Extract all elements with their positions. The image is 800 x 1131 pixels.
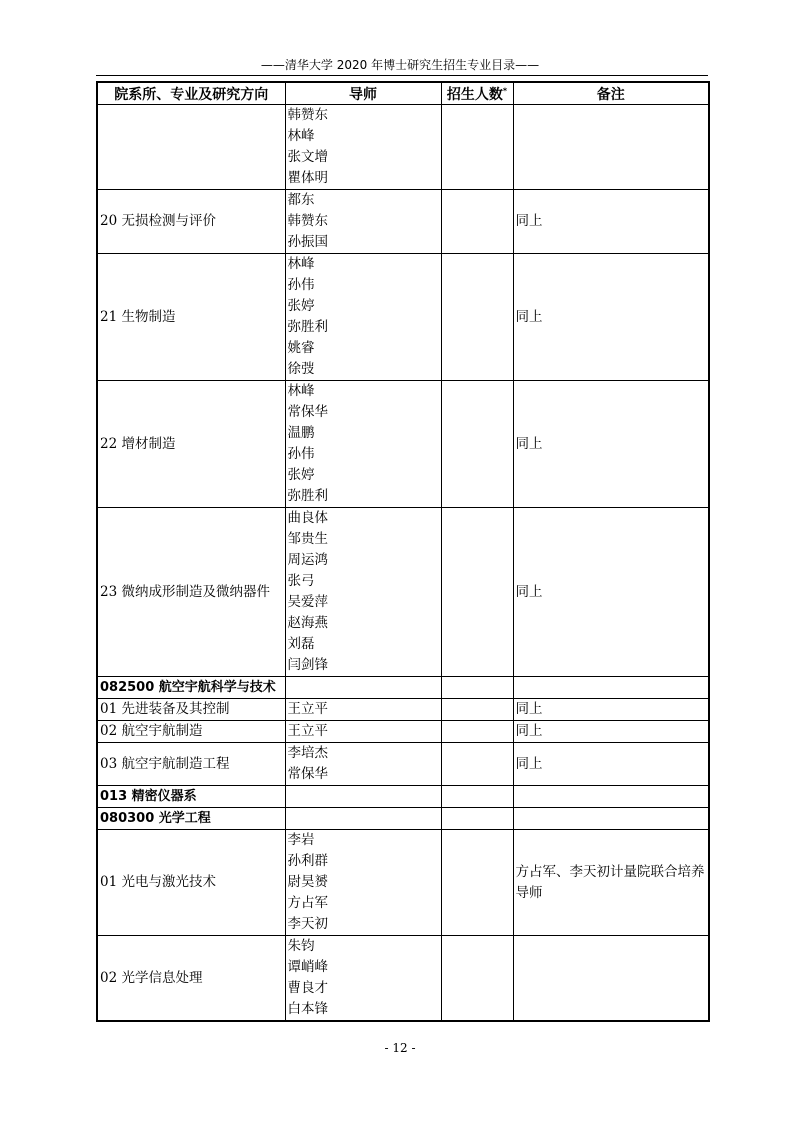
note-cell: 同上 [513, 743, 709, 786]
count-cell [441, 786, 513, 808]
advisor-name: 张婷 [287, 298, 315, 314]
advisor-name: 周运鸿 [287, 552, 328, 568]
advisor-cell [285, 381, 441, 508]
table-row [97, 508, 709, 677]
table-row [97, 786, 709, 808]
advisor-cell [285, 808, 441, 830]
header-direction: 院系所、专业及研究方向 [97, 82, 285, 105]
advisor-name: 吴爱萍 [287, 594, 328, 610]
advisor-name: 弥胜利 [287, 488, 328, 504]
count-cell [441, 808, 513, 830]
advisor-name: 刘磊 [287, 636, 315, 652]
page-header: ——清华大学 2020 年博士研究生招生专业目录—— [260, 58, 540, 72]
advisor-name: 李培杰 [287, 745, 328, 761]
advisor-name: 温鹏 [287, 425, 315, 441]
advisor-name: 白本锋 [287, 1001, 328, 1017]
count-cell [441, 721, 513, 743]
advisor-cell [285, 830, 441, 936]
advisor-name: 林峰 [287, 256, 315, 272]
note-cell [513, 936, 709, 1022]
advisor-cell [285, 699, 441, 721]
direction-cell: 080300 光学工程 [97, 808, 285, 830]
count-cell [441, 936, 513, 1022]
table-row [97, 677, 709, 699]
direction-cell: 013 精密仪器系 [97, 786, 285, 808]
direction-cell: 082500 航空宇航科学与技术 [97, 677, 285, 699]
table-row [97, 808, 709, 830]
header-count-label: 招生人数 [446, 86, 503, 103]
note-cell: 同上 [513, 254, 709, 381]
header-count [441, 82, 513, 105]
advisor-name: 曲良体 [287, 510, 328, 526]
note-cell [513, 677, 709, 699]
advisor-name: 方占军 [287, 895, 328, 911]
advisor-name: 邹贵生 [287, 531, 328, 547]
advisor-cell [285, 190, 441, 254]
advisor-cell [285, 721, 441, 743]
advisor-name [288, 677, 439, 698]
advisor-name: 张文增 [287, 149, 328, 165]
advisor-cell [285, 105, 441, 190]
table-row [97, 105, 709, 190]
advisor-name: 韩赞东 [287, 213, 328, 229]
advisor-name: 尉昊赟 [287, 874, 328, 890]
advisor-cell [285, 743, 441, 786]
count-cell [441, 743, 513, 786]
note-cell [513, 786, 709, 808]
advisor-name: 张婷 [287, 467, 315, 483]
table-row [97, 699, 709, 721]
note-cell: 同上 [513, 699, 709, 721]
table-row [97, 830, 709, 936]
advisor-name: 谭峭峰 [287, 959, 328, 975]
count-cell [441, 830, 513, 936]
table-header-row [97, 82, 709, 105]
direction-cell: 22 增材制造 [97, 381, 285, 508]
advisor-name: 赵海燕 [287, 615, 328, 631]
table-row [97, 721, 709, 743]
direction-cell: 21 生物制造 [97, 254, 285, 381]
direction-cell [97, 105, 285, 190]
advisor-name: 孙利群 [287, 853, 328, 869]
advisor-cell [285, 786, 441, 808]
header-count-mark: * [502, 85, 508, 95]
table-row [97, 743, 709, 786]
advisor-cell [285, 936, 441, 1022]
note-cell: 方占军、李天初计量院联合培养导师 [513, 830, 709, 936]
advisor-name [288, 786, 439, 807]
advisor-name: 朱钧 [287, 938, 315, 954]
advisor-name: 徐弢 [287, 361, 315, 377]
count-cell [441, 381, 513, 508]
table-row [97, 936, 709, 1022]
count-cell [441, 190, 513, 254]
count-cell [441, 677, 513, 699]
header-rule [96, 75, 708, 76]
table-row [97, 254, 709, 381]
advisor-name: 姚睿 [287, 340, 315, 356]
table-row [97, 381, 709, 508]
count-cell [441, 254, 513, 381]
note-cell: 同上 [513, 508, 709, 677]
advisor-name: 弥胜利 [287, 319, 328, 335]
direction-cell: 03 航空宇航制造工程 [97, 743, 285, 786]
advisor-cell [285, 254, 441, 381]
count-cell [441, 699, 513, 721]
direction-cell: 01 先进装备及其控制 [97, 699, 285, 721]
advisor-name: 李天初 [287, 916, 328, 932]
advisor-cell [285, 508, 441, 677]
direction-cell: 23 微纳成形制造及微纳器件 [97, 508, 285, 677]
note-cell: 同上 [513, 190, 709, 254]
header-note: 备注 [513, 82, 709, 105]
advisor-name: 韩赞东 [287, 107, 328, 123]
note-cell: 同上 [513, 381, 709, 508]
direction-cell: 02 光学信息处理 [97, 936, 285, 1022]
advisor-cell [285, 677, 441, 699]
note-cell: 同上 [513, 721, 709, 743]
header-advisor: 导师 [285, 82, 441, 105]
table-body [97, 105, 709, 1022]
advisor-name: 王立平 [287, 701, 328, 717]
catalog-table [96, 81, 710, 1022]
advisor-name: 孙伟 [287, 446, 315, 462]
count-cell [441, 508, 513, 677]
advisor-name: 常保华 [287, 404, 328, 420]
count-cell [441, 105, 513, 190]
advisor-name: 都东 [287, 192, 315, 208]
note-cell [513, 105, 709, 190]
advisor-name: 常保华 [287, 766, 328, 782]
page-number: - 12 - [384, 1041, 416, 1055]
advisor-name: 王立平 [287, 723, 328, 739]
advisor-name: 张弓 [287, 573, 315, 589]
advisor-name: 瞿体明 [287, 170, 328, 186]
note-cell [513, 808, 709, 830]
direction-cell: 02 航空宇航制造 [97, 721, 285, 743]
advisor-name [288, 808, 439, 829]
advisor-name: 孙振国 [287, 234, 328, 250]
advisor-name: 孙伟 [287, 277, 315, 293]
advisor-name: 林峰 [287, 383, 315, 399]
table-row [97, 190, 709, 254]
direction-cell: 01 光电与激光技术 [97, 830, 285, 936]
advisor-name: 曹良才 [287, 980, 328, 996]
advisor-name: 闫剑锋 [287, 657, 328, 673]
direction-cell: 20 无损检测与评价 [97, 190, 285, 254]
advisor-name: 林峰 [287, 128, 315, 144]
advisor-name: 李岩 [287, 832, 315, 848]
